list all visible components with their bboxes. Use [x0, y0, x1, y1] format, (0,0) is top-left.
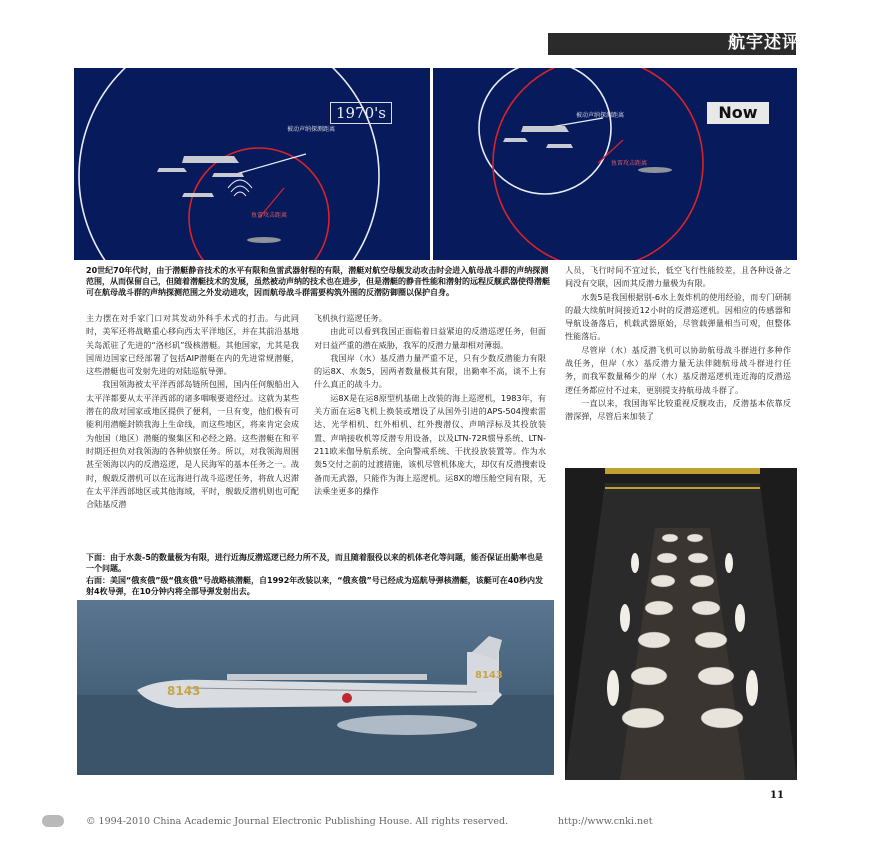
text-column-1 [86, 312, 299, 550]
footer-url: http://www.cnki.net [558, 816, 653, 827]
text-column-3 [565, 264, 791, 464]
sonar-wave-icon [228, 180, 252, 196]
caption-below: 下面：由于水轰-5的数量极为有限，进行近海反潜巡逻已经力所不及，而且随着服役以来的机体老化等问题，能否保证出勤率也是一个问题。 [86, 553, 543, 573]
paragraph: 尽管岸（水）基反潜飞机可以协助航母战斗群进行多种作战任务，但岸（水）基反潜力量无法伴随航母战斗群进行任务，而我军数量稀少的岸（水）基反潜巡逻机连近海的反潜巡逻任务都应付不过来，更别提支持航母战斗群了。 [565, 344, 791, 395]
paragraph: 人员，飞行时间不宜过长，低空飞行性能较差，且各种设备之间没有交联，因而其反潜力量极为有限。 [565, 265, 791, 289]
seaplane-graphic [77, 600, 554, 775]
carrier-group-icon [157, 156, 244, 197]
page-number: 11 [770, 790, 784, 801]
text-column-2 [314, 312, 546, 550]
plane-number: 8143 [167, 684, 201, 698]
weapon-range-label: 鱼雷攻击距离 [251, 212, 288, 219]
submarine-tubes-graphic [565, 468, 797, 780]
passive-sonar-circle [79, 68, 379, 260]
paragraph: 飞机执行巡逻任务。 [314, 313, 387, 323]
section-title: 航宇述评 [728, 33, 800, 53]
seaplane-photo [77, 600, 554, 775]
passive-sonar-label: 被动声纳探测距离 [287, 126, 336, 133]
tail-number: 8143 [475, 670, 503, 681]
footer [0, 815, 870, 835]
weapon-range-circle [493, 68, 703, 260]
paragraph: 我国岸（水）基反潜力量严重不足，只有少数反潜能力有限的运8X、水轰5，因两者数量极其有限，出勤率不高，谈不上有什么真正的战斗力。 [314, 352, 546, 390]
cnki-logo-icon [42, 815, 64, 827]
paragraph: 水轰5是我国根据别-6水上轰炸机的使用经验，而专门研制的最大续航时间接近12小时的反潜巡逻机。因相应的传感器和导航设备落后，机载武器原始，尽管载弹量相当可观，但整体性能落后。 [565, 291, 791, 342]
diagram-1970s [74, 68, 430, 260]
diagram-1970s-graphic [74, 68, 430, 260]
paragraph: 由此可以看到我国正面临着日益紧迫的反潜巡逻任务，但面对日益严重的潜在威胁，我军的反潜力量却相对薄弱。 [314, 326, 546, 350]
footer-copyright: © 1994-2010 China Academic Journal Electronic Publishing House. All rights reserved. [86, 816, 509, 827]
weapon-range-label: 鱼雷攻击距离 [611, 160, 648, 167]
paragraph: 主力摆在对手家门口对其发动外科手术式的打击。与此同时，美军还将战略重心移向西太平洋地区，并在其前沿基地关岛派驻了先进的“洛杉矶”级核潜艇。其他国家，尤其是我国周边国家已经部署了包括AIP潜艇在内的先进常规潜艇，这些潜艇也可发射先进的对陆巡航导弹。 [86, 313, 299, 377]
top-caption: 20世纪70年代时，由于潜艇静音技术的水平有限和鱼雷武器射程的有限，潜艇对航空母舰发动攻击时会进入航母战斗群的声纳探测范围，从而保留自己，但随着潜艇技术的发展，虽然被动声纳的技术也在进步，但是潜艇的静音性能和潜射的远程反舰武器使得潜艇可在航母战斗群的声纳探测范围之外发动进攻，因而航母战斗群需要构筑外围的反潜防御圈以保护自身。 [86, 266, 550, 297]
weapon-range-circle [189, 148, 329, 260]
passive-sonar-label: 被动声纳探测距离 [576, 112, 625, 119]
diagram-now [433, 68, 797, 260]
paragraph: 我国领海被太平洋西部岛链所包围，国内任何舰船出入太平洋都要从太平洋西部的诸多咽喉要道经过。这就为某些潜在的敌对国家或地区提供了便利，一旦有变，他们极有可能利用潜艇封锁我海上生命线，而这些地区，将来肯定会成为他国（地区）潜艇的聚集区和必经之路。这些潜艇在和平时期还担负对我领海的各种侦察任务。所以，对我领海周围甚至领海以内的反潜巡逻，是人民海军的基本任务之一。战时，舰载反潜机可以在远海进行战斗巡逻任务，将敌人迟滞在太平洋西部地区或其他海域，平时，舰载反潜机则也可配合陆基反潜 [86, 379, 299, 510]
era-label: Now [707, 102, 769, 124]
passive-range-line [229, 154, 306, 176]
paragraph: 一直以来，我国海军比较重视反舰攻击，反潜基本依靠反潜深弹，尽管后来加装了 [565, 397, 791, 422]
submarine-icon [247, 237, 281, 243]
paragraph: 运8X是在运8原型机基础上改装的海上巡逻机，1983年，有关方面在运8飞机上换装或增设了从国外引进的APS-504搜索雷达、光学相机、红外相机、红外搜潜仪、声呐浮标及其投放装置、声呐接收机等反潜专用设备，以及LTN-72R惯导系统、LTN-211欧米伽导航系统、全向警戒系统、干扰投放装置等。作为水轰5交付之前的过渡措施，该机尽管机体庞大，却仅有反潜搜索设备而无武器，只能作为海上巡逻机。运8X的增压舱空间有限，无法乘坐更多的操作 [314, 392, 546, 496]
submarine-tubes-photo [565, 468, 797, 780]
caption-right: 右面：美国“俄亥俄”级“俄亥俄”号战略核潜艇，自1992年改装以来，“俄亥俄”号已经成为巡航导弹核潜艇，该艇可在40秒内发射4枚导弹，在10分钟内将全部导弹发射出去。 [86, 576, 543, 596]
era-label: 1970's [330, 102, 392, 124]
carrier-group-icon [503, 126, 573, 148]
submarine-icon [638, 167, 672, 173]
